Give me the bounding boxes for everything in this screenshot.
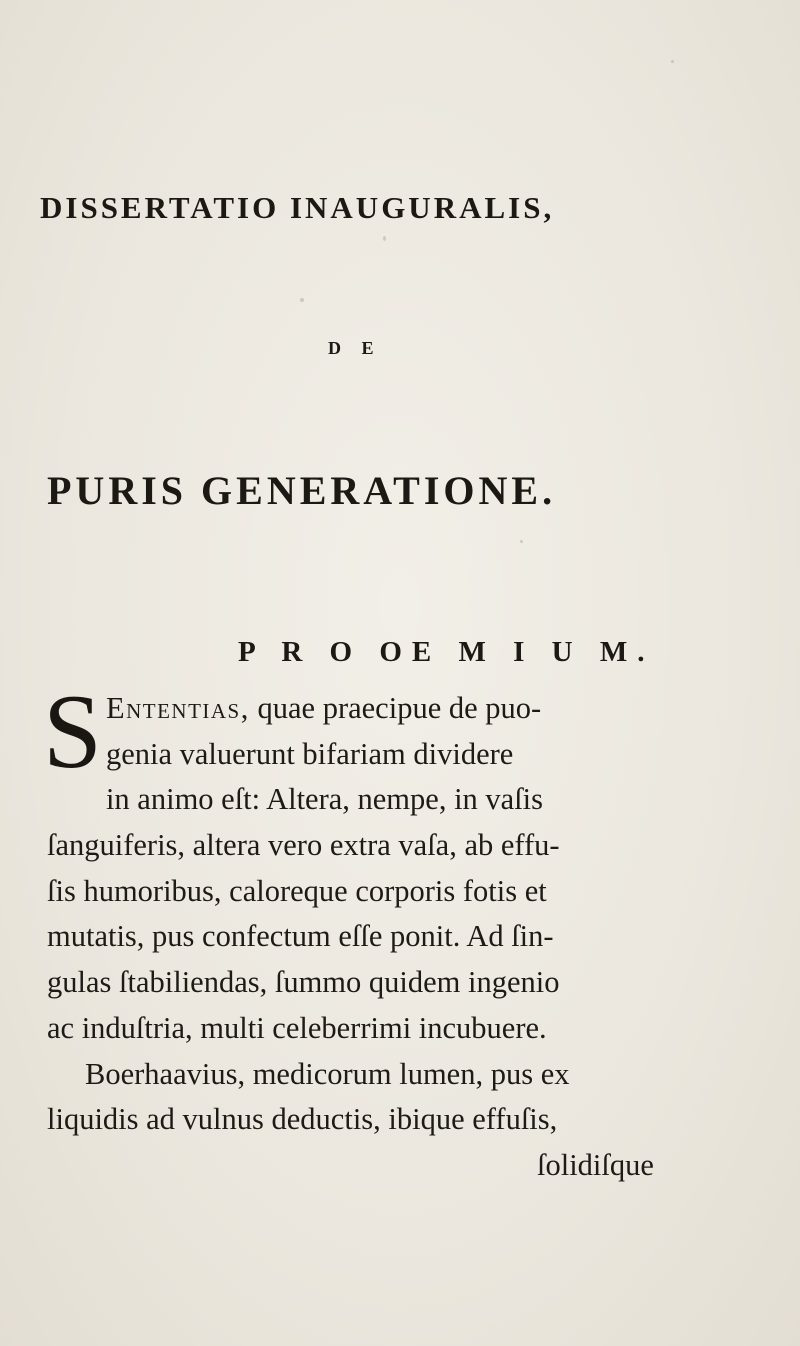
title-de: D E [328, 338, 382, 358]
paragraph-line: ſis humoribus, caloreque corporis fotis et [47, 873, 547, 908]
paragraph-line-text: quae praecipue de puo- [249, 691, 542, 725]
paragraph-line: liquidis ad vulnus deductis, ibique effuſis, [47, 1102, 558, 1137]
paragraph-line: Boerhaavius, medicorum lumen, pus ex [85, 1056, 570, 1091]
paper-speck [383, 236, 386, 241]
title-line-puris-generatione: PURIS GENERATIONE. [47, 468, 557, 513]
paragraph-line: gulas ſtabiliendas, ſummo quidem ingenio [47, 965, 560, 1000]
paragraph-line: in animo eſt: Altera, nempe, in vaſis [105, 782, 544, 817]
catchword: ſolidiſque [537, 1147, 654, 1182]
first-word-smallcaps: Ententias, [105, 691, 250, 725]
paragraph-line: mutatis, pus confectum eſſe ponit. Ad ſin- [47, 919, 554, 954]
paragraph-line: ac induſtria, multi celeberrimi incubuere. [47, 1010, 547, 1045]
paper-speck [671, 60, 674, 63]
paragraph-line [47, 686, 767, 732]
title-line-dissertatio: DISSERTATIO INAUGURALIS, [40, 190, 555, 225]
drop-cap: S [43, 673, 102, 790]
section-heading-prooemium: P R O OE M I U M. [238, 636, 655, 668]
paper-speck [520, 540, 523, 543]
paragraph-line: genia valuerunt bifariam dividere [105, 736, 514, 771]
body-paragraph [43, 673, 767, 1189]
paper-speck [300, 298, 304, 302]
paragraph-line: ſanguiferis, altera vero extra vaſa, ab effu- [47, 828, 560, 863]
